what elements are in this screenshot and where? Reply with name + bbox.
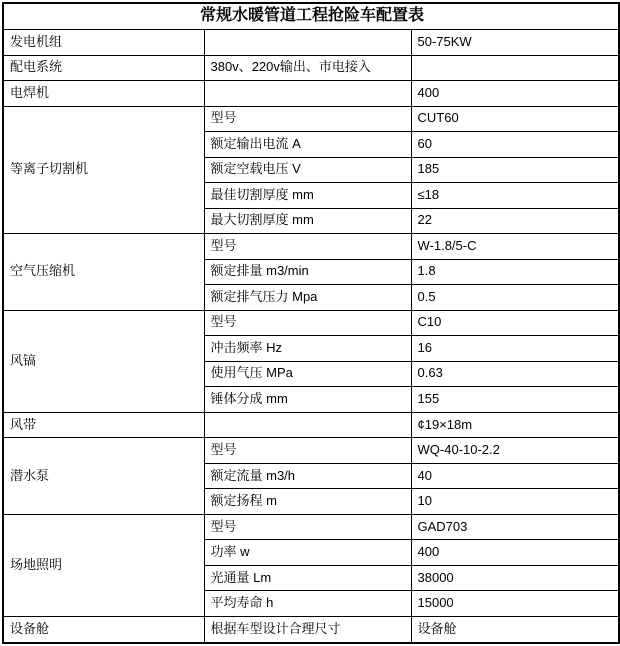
spec-value-cell: W-1.8/5-C [411, 234, 619, 260]
spec-value-cell: 设备舱 [411, 616, 619, 643]
spec-name-cell [204, 412, 411, 438]
spec-name-cell: 使用气压 MPa [204, 361, 411, 387]
equipment-name-cell: 配电系统 [3, 55, 204, 81]
spec-value-cell: 15000 [411, 591, 619, 617]
table-row [3, 412, 619, 438]
title-row [3, 3, 619, 30]
spec-name-cell: 平均寿命 h [204, 591, 411, 617]
table-row [3, 514, 619, 540]
spec-value-cell: 40 [411, 463, 619, 489]
table-row [3, 106, 619, 132]
spec-name-cell: 根据车型设计合理尺寸 [204, 616, 411, 643]
spec-name-cell: 锤体分成 mm [204, 387, 411, 413]
spec-name-cell: 最佳切割厚度 mm [204, 183, 411, 209]
spec-value-cell: 155 [411, 387, 619, 413]
spec-value-cell: C10 [411, 310, 619, 336]
equipment-name-cell: 设备舱 [3, 616, 204, 643]
spec-name-cell: 型号 [204, 106, 411, 132]
table-row [3, 30, 619, 56]
spec-name-cell: 最大切割厚度 mm [204, 208, 411, 234]
spec-name-cell: 光通量 Lm [204, 565, 411, 591]
spec-value-cell: 400 [411, 540, 619, 566]
table-row [3, 55, 619, 81]
spec-name-cell: 型号 [204, 234, 411, 260]
table-row [3, 310, 619, 336]
table-body [3, 3, 619, 643]
equipment-name-cell: 潜水泵 [3, 438, 204, 515]
spec-value-cell: 60 [411, 132, 619, 158]
spec-value-cell: CUT60 [411, 106, 619, 132]
equipment-name-cell: 风带 [3, 412, 204, 438]
equipment-name-cell: 风镐 [3, 310, 204, 412]
spec-name-cell [204, 30, 411, 56]
equipment-name-cell: 发电机组 [3, 30, 204, 56]
equipment-name-cell: 等离子切割机 [3, 106, 204, 234]
spec-name-cell: 型号 [204, 310, 411, 336]
spec-name-cell: 额定排气压力 Mpa [204, 285, 411, 311]
table-title: 常规水暖管道工程抢险车配置表 [3, 3, 619, 30]
table-row [3, 81, 619, 107]
spec-value-cell: WQ-40-10-2.2 [411, 438, 619, 464]
spec-name-cell: 额定空载电压 V [204, 157, 411, 183]
spec-value-cell: 16 [411, 336, 619, 362]
spec-value-cell: 0.5 [411, 285, 619, 311]
spec-value-cell: 22 [411, 208, 619, 234]
spec-name-cell: 额定排量 m3/min [204, 259, 411, 285]
equipment-name-cell: 空气压缩机 [3, 234, 204, 311]
spec-value-cell: 0.63 [411, 361, 619, 387]
spec-name-cell: 额定流量 m3/h [204, 463, 411, 489]
spec-value-cell: ≤18 [411, 183, 619, 209]
spec-name-cell: 冲击频率 Hz [204, 336, 411, 362]
spec-value-cell: 400 [411, 81, 619, 107]
table-row [3, 616, 619, 643]
spec-value-cell: 50-75KW [411, 30, 619, 56]
spec-value-cell [411, 55, 619, 81]
spec-value-cell: 1.8 [411, 259, 619, 285]
table-row [3, 438, 619, 464]
spec-name-cell: 额定扬程 m [204, 489, 411, 515]
equipment-config-table [2, 2, 620, 644]
equipment-name-cell: 电焊机 [3, 81, 204, 107]
spec-name-cell: 型号 [204, 438, 411, 464]
equipment-name-cell: 场地照明 [3, 514, 204, 616]
spec-name-cell: 额定输出电流 A [204, 132, 411, 158]
spec-value-cell: 10 [411, 489, 619, 515]
spec-value-cell: 185 [411, 157, 619, 183]
table-row [3, 234, 619, 260]
spec-name-cell [204, 81, 411, 107]
spec-value-cell: 38000 [411, 565, 619, 591]
spec-value-cell: ¢19×18m [411, 412, 619, 438]
spec-name-cell: 功率 w [204, 540, 411, 566]
spec-value-cell: GAD703 [411, 514, 619, 540]
spec-name-cell: 型号 [204, 514, 411, 540]
spec-name-cell: 380v、220v输出、市电接入 [204, 55, 411, 81]
